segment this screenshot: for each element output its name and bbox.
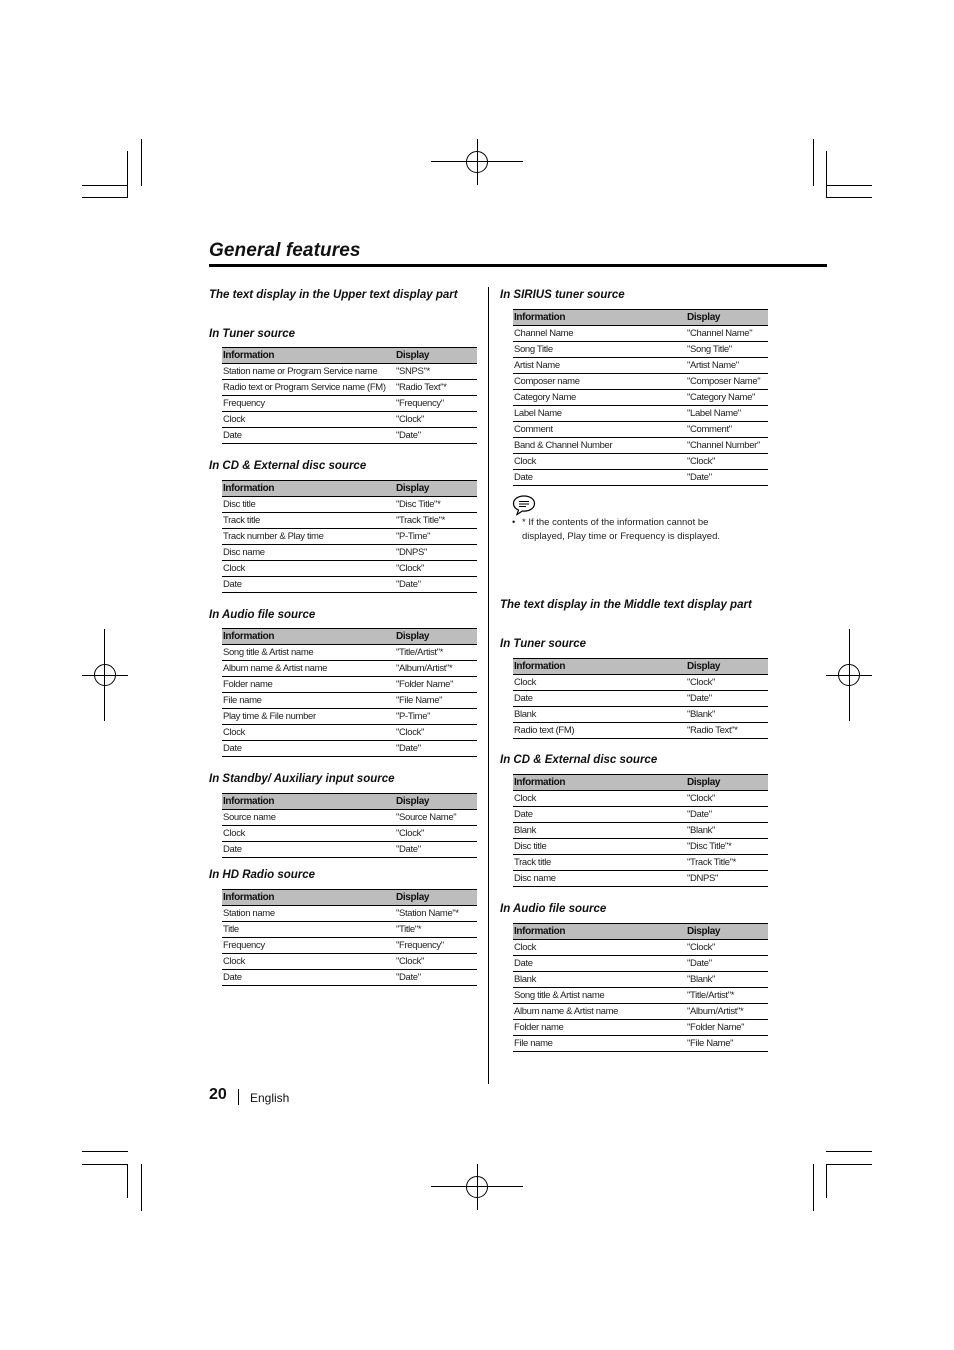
column-header-information: Information [513,775,686,791]
table-row [222,380,477,396]
cell-information: Track title [513,855,686,871]
column-header-information: Information [222,890,395,906]
upper-hd-title: In HD Radio source [209,869,316,881]
cell-information: Label Name [513,406,686,422]
upper-standby-title: In Standby/ Auxiliary input source [209,773,395,785]
page-title: General features [209,240,361,261]
cell-information: Date [222,741,395,757]
table-row [222,577,477,593]
cell-display: "Label Name" [686,406,768,422]
middle-cd-table [513,774,768,887]
table-row [222,529,477,545]
cell-information: Station name [222,906,395,922]
table-header-row [513,310,768,326]
registration-mark-top [431,139,523,185]
column-header-display: Display [395,629,477,645]
table-row [222,513,477,529]
cell-display: "Disc Title"* [395,497,477,513]
table-row [513,454,768,470]
cell-information: Blank [513,707,686,723]
cell-information: Comment [513,422,686,438]
cell-display: "Clock" [395,954,477,970]
upper-standby-table [222,793,477,858]
note-icon [512,494,536,516]
upper-sirius-title: In SIRIUS tuner source [500,289,625,301]
column-header-display: Display [395,794,477,810]
cell-display: "Date" [395,970,477,986]
middle-display-heading: The text display in the Middle text display part [500,599,752,611]
cell-display: "Category Name" [686,390,768,406]
cell-display: "Title/Artist"* [395,645,477,661]
cell-display: "File Name" [686,1036,768,1052]
table-row [222,709,477,725]
table-row [222,677,477,693]
column-header-display: Display [395,348,477,364]
middle-tuner-title: In Tuner source [500,638,587,650]
table-header-row [222,794,477,810]
upper-sirius-table [513,309,768,486]
table-header-row [513,659,768,675]
cell-display: "Blank" [686,823,768,839]
table-row [513,438,768,454]
cell-display: "Disc Title"* [686,839,768,855]
column-divider [488,287,489,1084]
column-header-information: Information [222,629,395,645]
title-rule [209,264,827,267]
cell-information: Date [513,807,686,823]
cell-display: "Title"* [395,922,477,938]
note [512,516,752,544]
cell-display: "Album/Artist"* [686,1004,768,1020]
table-row [513,871,768,887]
table-row [513,470,768,486]
cell-information: Song Title [513,342,686,358]
cell-information: Disc name [513,871,686,887]
cell-display: "Radio Text"* [395,380,477,396]
cell-display: "Clock" [395,826,477,842]
table-row [513,358,768,374]
cell-display: "Clock" [395,725,477,741]
table-row [513,1004,768,1020]
cell-information: Clock [513,454,686,470]
cell-display: "Date" [686,807,768,823]
cell-information: Date [222,970,395,986]
table-row [222,364,477,380]
table-row [513,956,768,972]
table-row [222,693,477,709]
cell-display: "Artist Name" [686,358,768,374]
cell-display: "DNPS" [686,871,768,887]
cell-information: File name [222,693,395,709]
cell-display: "Track Title"* [686,855,768,871]
cell-display: "Composer Name" [686,374,768,390]
table-row [222,842,477,858]
cell-display: "Clock" [686,791,768,807]
cell-information: Disc title [513,839,686,855]
cell-information: Date [222,428,395,444]
cell-information: Play time & File number [222,709,395,725]
cell-display: "Blank" [686,972,768,988]
cell-display: "Clock" [395,412,477,428]
cell-display: "SNPS"* [395,364,477,380]
upper-display-heading: The text display in the Upper text display part [209,289,458,301]
table-row [222,645,477,661]
table-row [222,741,477,757]
table-row [513,675,768,691]
cell-display: "Clock" [686,940,768,956]
cell-information: Artist Name [513,358,686,374]
table-row [513,390,768,406]
cell-information: Radio text or Program Service name (FM) [222,380,395,396]
column-header-display: Display [686,924,768,940]
registration-mark-left [82,629,128,721]
cell-display: "Comment" [686,422,768,438]
table-row [513,422,768,438]
cell-display: "P-Time" [395,529,477,545]
cell-information: Frequency [222,396,395,412]
registration-mark-bottom [431,1164,523,1210]
table-row [513,807,768,823]
cell-display: "File Name" [395,693,477,709]
cell-display: "Song Title" [686,342,768,358]
cell-information: Clock [222,826,395,842]
column-header-display: Display [686,775,768,791]
middle-audio-table [513,923,768,1052]
page-number: 20 [209,1086,227,1103]
cell-display: "Channel Number" [686,438,768,454]
table-row [513,791,768,807]
table-row [513,342,768,358]
cell-display: "Date" [686,691,768,707]
cell-display: "Station Name"* [395,906,477,922]
upper-hd-table [222,889,477,986]
cell-display: "Date" [686,956,768,972]
table-row [513,823,768,839]
cell-information: Station name or Program Service name [222,364,395,380]
cell-information: Source name [222,810,395,826]
cell-information: Date [513,691,686,707]
table-row [222,906,477,922]
table-row [513,723,768,739]
cell-display: "P-Time" [395,709,477,725]
cell-information: Clock [513,675,686,691]
cell-information: Band & Channel Number [513,438,686,454]
upper-cd-table [222,480,477,593]
table-row [222,826,477,842]
note-text: * If the contents of the information cannot be displayed, Play time or Frequency is displayed. [522,517,721,542]
table-row [222,428,477,444]
table-row [513,406,768,422]
cell-information: Channel Name [513,326,686,342]
cell-information: Disc title [222,497,395,513]
table-row [513,326,768,342]
cell-display: "Date" [395,428,477,444]
note-bullet: • [512,517,516,528]
column-header-information: Information [222,794,395,810]
cell-information: Clock [222,561,395,577]
cell-information: Clock [513,791,686,807]
column-header-information: Information [513,310,686,326]
cell-display: "Date" [395,741,477,757]
middle-tuner-table [513,658,768,739]
cell-display: "Album/Artist"* [395,661,477,677]
table-row [222,497,477,513]
table-header-row [222,890,477,906]
cell-information: Date [222,842,395,858]
column-header-display: Display [395,890,477,906]
cell-display: "Track Title"* [395,513,477,529]
table-row [513,972,768,988]
cell-information: Title [222,922,395,938]
table-row [222,954,477,970]
table-header-row [222,481,477,497]
table-row [513,855,768,871]
table-row [222,396,477,412]
table-row [513,1036,768,1052]
table-row [222,938,477,954]
upper-tuner-table [222,347,477,444]
table-header-row [222,629,477,645]
cell-information: Blank [513,823,686,839]
cell-display: "Clock" [395,561,477,577]
table-row [513,839,768,855]
cell-information: Song title & Artist name [513,988,686,1004]
table-row [513,707,768,723]
cell-display: "Clock" [686,454,768,470]
registration-mark-right [826,629,872,721]
table-header-row [222,348,477,364]
cell-information: Track number & Play time [222,529,395,545]
cell-display: "Title/Artist"* [686,988,768,1004]
column-header-display: Display [395,481,477,497]
table-row [222,661,477,677]
cell-information: Track title [222,513,395,529]
column-header-information: Information [222,481,395,497]
table-header-row [513,775,768,791]
cell-information: File name [513,1036,686,1052]
cell-information: Disc name [222,545,395,561]
cell-information: Date [222,577,395,593]
middle-audio-title: In Audio file source [500,903,607,915]
table-row [513,1020,768,1036]
upper-audio-table [222,628,477,757]
table-row [222,725,477,741]
cell-information: Date [513,470,686,486]
middle-cd-title: In CD & External disc source [500,754,658,766]
upper-cd-title: In CD & External disc source [209,460,367,472]
cell-display: "Radio Text"* [686,723,768,739]
column-header-information: Information [513,924,686,940]
table-row [222,970,477,986]
table-row [222,412,477,428]
cell-display: "Folder Name" [395,677,477,693]
cell-display: "Blank" [686,707,768,723]
cell-information: Blank [513,972,686,988]
cell-information: Clock [222,954,395,970]
cell-information: Composer name [513,374,686,390]
table-row [513,691,768,707]
cell-display: "Date" [395,842,477,858]
column-header-information: Information [222,348,395,364]
cell-display: "Date" [395,577,477,593]
cell-display: "DNPS" [395,545,477,561]
cell-information: Clock [222,725,395,741]
table-row [513,374,768,390]
upper-audio-title: In Audio file source [209,609,316,621]
table-row [222,545,477,561]
upper-tuner-title: In Tuner source [209,328,296,340]
table-row [222,561,477,577]
table-row [222,810,477,826]
table-row [513,988,768,1004]
cell-display: "Channel Name" [686,326,768,342]
cell-display: "Source Name" [395,810,477,826]
table-row [222,922,477,938]
cell-information: Radio text (FM) [513,723,686,739]
page-number-separator [238,1089,239,1105]
page-language: English [250,1091,290,1105]
cell-information: Date [513,956,686,972]
cell-information: Song title & Artist name [222,645,395,661]
cell-display: "Frequency" [395,938,477,954]
table-header-row [513,924,768,940]
cell-display: "Frequency" [395,396,477,412]
cell-display: "Clock" [686,675,768,691]
column-header-display: Display [686,659,768,675]
column-header-information: Information [513,659,686,675]
cell-information: Album name & Artist name [222,661,395,677]
cell-information: Folder name [513,1020,686,1036]
table-row [513,940,768,956]
cell-information: Folder name [222,677,395,693]
cell-information: Category Name [513,390,686,406]
cell-information: Clock [513,940,686,956]
cell-information: Clock [222,412,395,428]
cell-display: "Folder Name" [686,1020,768,1036]
cell-information: Frequency [222,938,395,954]
column-header-display: Display [686,310,768,326]
cell-display: "Date" [686,470,768,486]
cell-information: Album name & Artist name [513,1004,686,1020]
